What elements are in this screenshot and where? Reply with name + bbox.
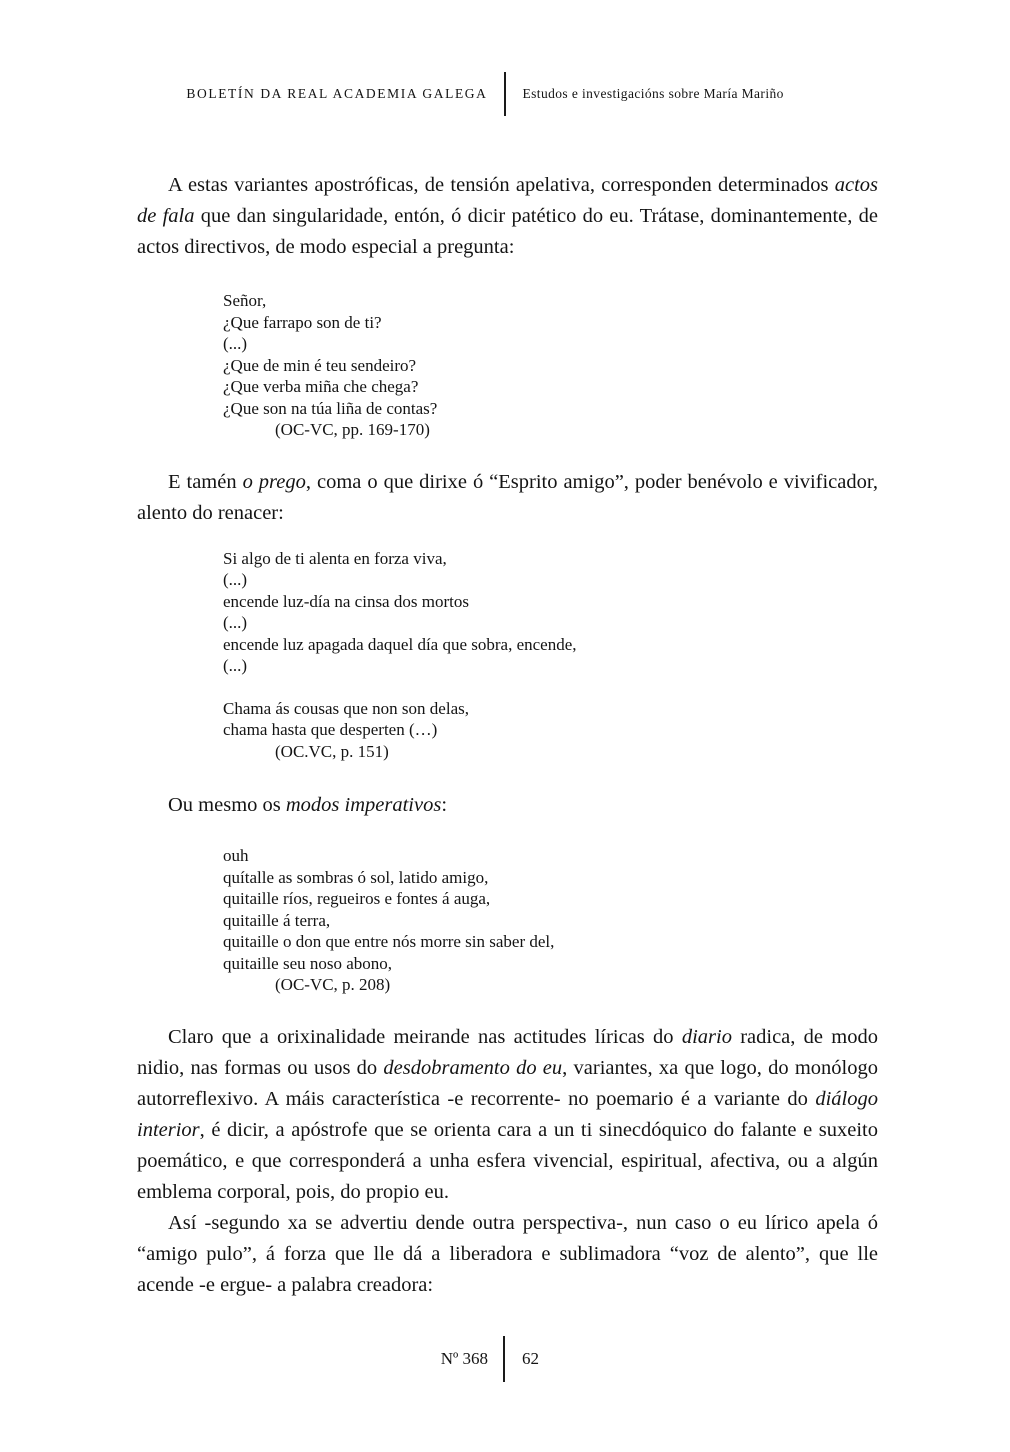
poem-line: ¿Que verba miña che chega? [223, 377, 419, 396]
poem-stanza [223, 698, 878, 741]
paragraph-actos-de-fala [137, 170, 878, 263]
text-run: : [441, 794, 448, 816]
poem-line: Si algo de ti alenta en forza viva, [223, 548, 447, 568]
poem-line: (...) [223, 334, 248, 353]
journal-title: BOLETÍN DA REAL ACADEMIA GALEGA [186, 86, 488, 101]
poem-quote-ouh [137, 845, 878, 996]
italic-run: o prego [242, 470, 306, 493]
italic-run: diálogo interior [137, 1087, 878, 1141]
paragraph-desdobramento [137, 1022, 878, 1208]
poem-line: quítalle as sombras ó sol, latido amigo, [223, 867, 489, 887]
poem-line: (...) [223, 656, 248, 675]
poem-line: Chama ás cousas que non son delas, [223, 698, 469, 718]
text-column [137, 0, 878, 1301]
poem-line: quitaille ríos, regueiros e fontes á auga, [223, 889, 491, 908]
running-footer [0, 1336, 1010, 1382]
poem-line: encende luz apagada daquel día que sobra, encende, [223, 634, 577, 654]
paragraph-modos-imperativos [137, 790, 878, 821]
poem-line: chama hasta que desperten (…) [223, 720, 438, 739]
poem-line: ¿Que son na túa liña de contas? [223, 398, 438, 418]
text-run: A estas variantes apostróficas, de tensión apelativa, corresponden determinados [168, 174, 835, 196]
text-run: que dan singularidade, entón, ó dicir patético do eu. Trátase, dominantemente, de actos directivos, de modo especial a pregunta: [137, 205, 878, 258]
poem-quote-senor [137, 290, 878, 441]
text-run: Claro que a orixinalidade meirande nas actitudes líricas do [168, 1025, 682, 1048]
text-run: , é dicir, a apóstrofe que se orienta cara a un ti sinecdóquico do falante e suxeito poemático, e que corresponderá a unha esfera vivencial, espiritual, afectiva, ou a algún emblema corporal, pois, do propio eu. [137, 1118, 878, 1203]
poem-line: quitaille seu noso abono, [223, 953, 393, 973]
poem-line: Señor, [223, 291, 267, 310]
poem-citation: (OC-VC, pp. 169-170) [275, 420, 430, 439]
poem-line: encende luz-día na cinsa dos mortos [223, 591, 469, 611]
poem-quote-si-algo [137, 548, 878, 763]
poem-line: ¿Que farrapo son de ti? [223, 312, 382, 332]
italic-run: desdobramento do eu [383, 1056, 563, 1079]
poem-line: quitaille o don que entre nós morre sin saber del, [223, 932, 555, 951]
text-run: Así -segundo xa se advertiu dende outra perspectiva-, nun caso o eu lírico apela ó “amigo pulo”, á forza que lle dá a liberadora e sublimadora “voz de alento”, que lle acende -e ergue- a palabra creadora: [137, 1211, 878, 1296]
poem-citation: (OC-VC, p. 208) [275, 975, 391, 994]
poem-line: (...) [223, 613, 248, 632]
italic-run: modos imperativos [285, 794, 442, 816]
poem-line: ouh [223, 846, 249, 865]
paragraph-o-prego [137, 467, 878, 529]
text-run: Ou mesmo os [168, 794, 286, 816]
section-title: Estudos e investigacións sobre María Mariño [522, 86, 784, 101]
poem-line: ¿Que de min é teu sendeiro? [223, 355, 417, 375]
paragraph-amigo-pulo [137, 1208, 878, 1301]
page-number: 62 [522, 1349, 539, 1368]
poem-citation: (OC.VC, p. 151) [275, 741, 389, 761]
text-run: , coma o que dirixe ó “Esprito amigo”, poder benévolo e vivificador, alento do renacer: [137, 470, 878, 524]
poem-line: (...) [223, 570, 248, 589]
issue-number: Nº 368 [440, 1349, 488, 1368]
text-run: radica, de modo nidio, nas formas ou usos do [137, 1025, 878, 1079]
italic-run: actos de fala [137, 174, 878, 227]
poem-line: quitaille á terra, [223, 910, 331, 930]
text-run: , variantes, xa que logo, do monólogo autorreflexivo. A máis característica -e recorrente- no poemario é a variante do [137, 1056, 878, 1110]
poem-stanza [223, 548, 878, 677]
text-run: E tamén [168, 470, 243, 493]
italic-run: diario [681, 1025, 732, 1048]
